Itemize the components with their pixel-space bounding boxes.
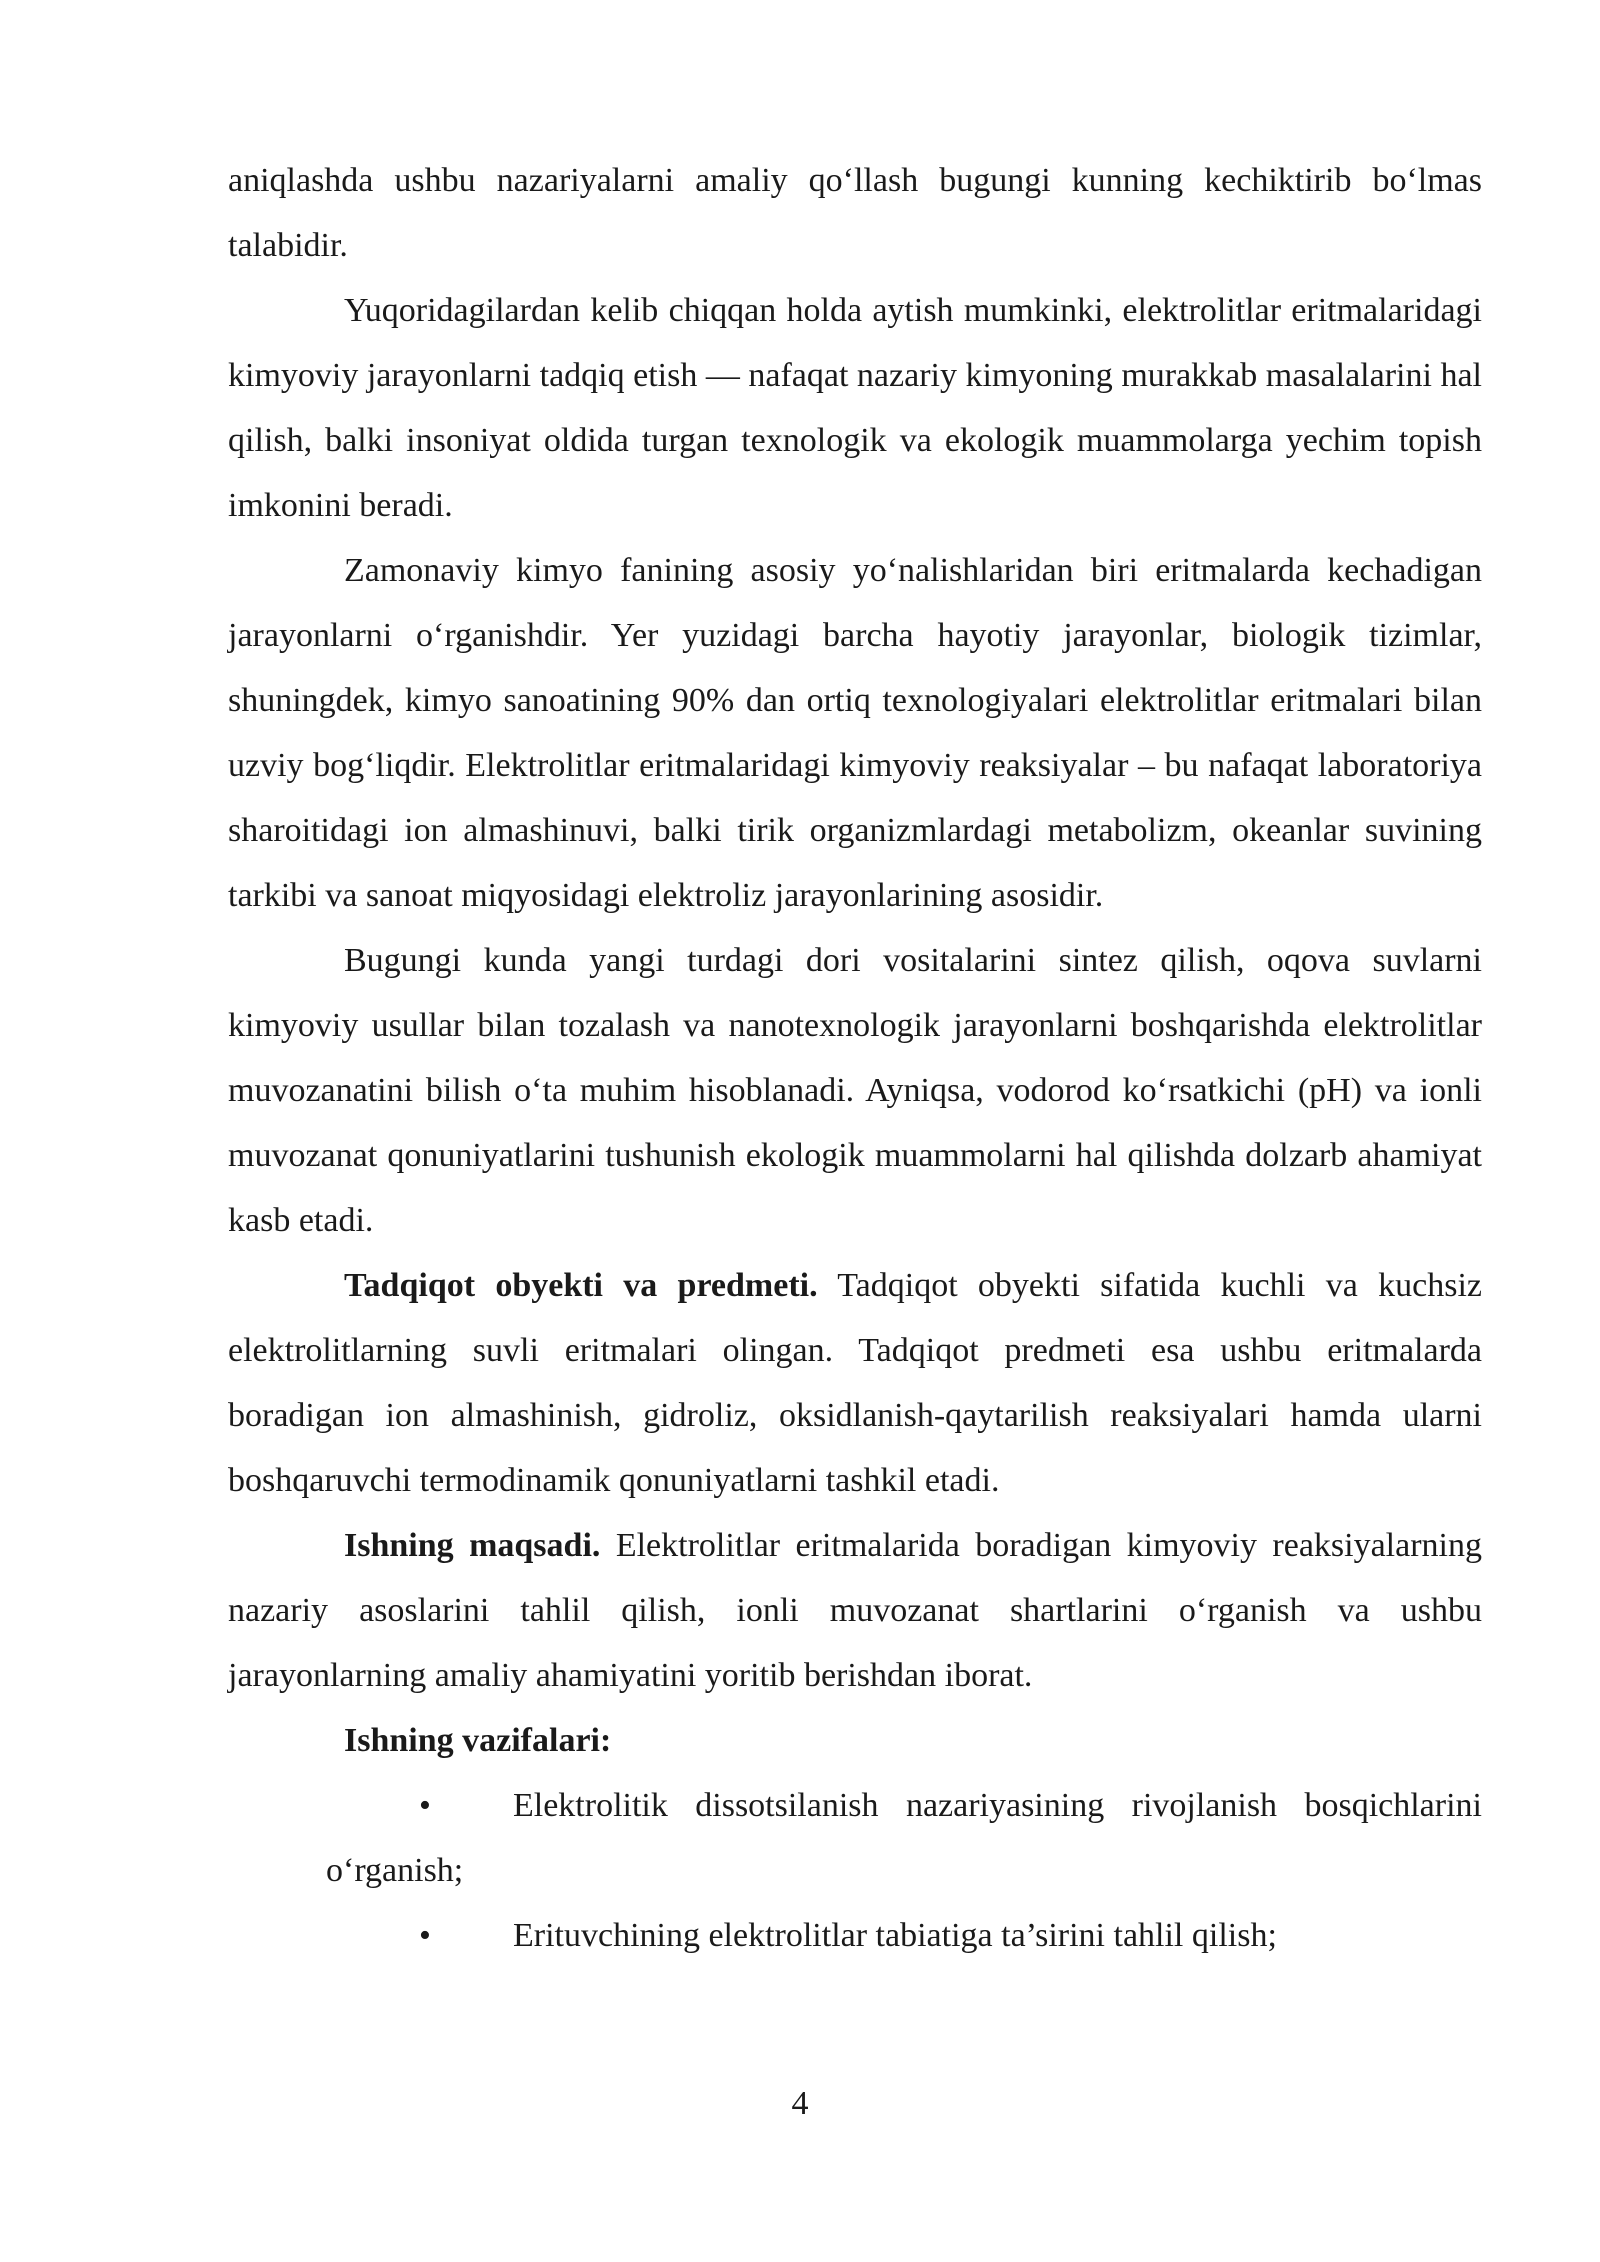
list-item [326,1773,1482,1903]
list-item-text: Erituvchining elektrolitlar tabiatiga ta’sirini tahlil qilish; [513,1917,1277,1954]
paragraph-research-goal [228,1513,1482,1708]
list-item [326,1903,1482,1968]
paragraph-research-object [228,1253,1482,1513]
paragraph-applications: Bugungi kunda yangi turdagi dori vositalarini sintez qilish, oqova suvlarni kimyoviy usullar bilan tozalash va nanotexnologik jarayonlarni boshqarishda elektrolitlar muvozanatini bilish o‘ta muhim hisoblanadi. Ayniqsa, vodorod ko‘rsatkichi (pH) va ionli muvozanat qonuniyatlarini tushunish ekologik muammolarni hal qilishda dolzarb ahamiyat kasb etadi. [228,942,1482,1239]
bullet-icon: • [419,1787,431,1824]
bullet-icon: • [419,1917,431,1954]
research-goal-text: Elektrolitlar eritmalarida boradigan kimyoviy reaksiyalarning nazariy asoslarini tahlil qilish, ionli muvozanat shartlarini o‘rganish va ushbu jarayonlarning amaliy ahamiyatini yoritib berishdan iborat. [228,1527,1482,1694]
paragraph-relevance: Zamonaviy kimyo fanining asosiy yo‘nalishlaridan biri eritmalarda kechadigan jarayonlarni o‘rganishdir. Yer yuzidagi barcha hayotiy jarayonlar, biologik tizimlar, shuningdek, kimyo sanoatining 90% dan ortiq texnologiyalari elektrolitlar eritmalari bilan uzviy bog‘liqdir. Elektrolitlar eritmalaridagi kimyoviy reaksiyalar – bu nafaqat laboratoriya sharoitidagi ion almashinuvi, balki tirik organizmlardagi metabolizm, okeanlar suvining tarkibi va sanoat miqyosidagi elektroliz jarayonlarining asosidir. [228,552,1482,914]
research-object-heading: Tadqiqot obyekti va predmeti. [344,1267,818,1304]
tasks-list [228,1773,1482,1968]
page-body [228,148,1482,1968]
list-item-text: Elektrolitik dissotsilanish nazariyasining rivojlanish bosqichlarini o‘rganish; [326,1787,1482,1889]
research-object-text: Tadqiqot obyekti sifatida kuchli va kuchsiz elektrolitlarning suvli eritmalari olingan. Tadqiqot predmeti esa ushbu eritmalarda boradigan ion almashinish, gidroliz, oksidlanish-qaytarilish reaksiyalari hamda ularni boshqaruvchi termodinamik qonuniyatlarni tashkil etadi. [228,1267,1482,1499]
page-number: 4 [791,2085,809,2122]
paragraph-conclusion: Yuqoridagilardan kelib chiqqan holda aytish mumkinki, elektrolitlar eritmalaridagi kimyoviy jarayonlarni tadqiq etish — nafaqat nazariy kimyoning murakkab masalalarini hal qilish, balki insoniyat oldida turgan texnologik va ekologik muammolarga yechim topish imkonini beradi. [228,292,1482,524]
tasks-heading: Ishning vazifalari: [344,1722,612,1759]
paragraph-continuation: aniqlashda ushbu nazariyalarni amaliy qo‘llash bugungi kunning kechiktirib bo‘lmas talabidir. [228,162,1482,264]
research-goal-heading: Ishning maqsadi. [344,1527,601,1564]
